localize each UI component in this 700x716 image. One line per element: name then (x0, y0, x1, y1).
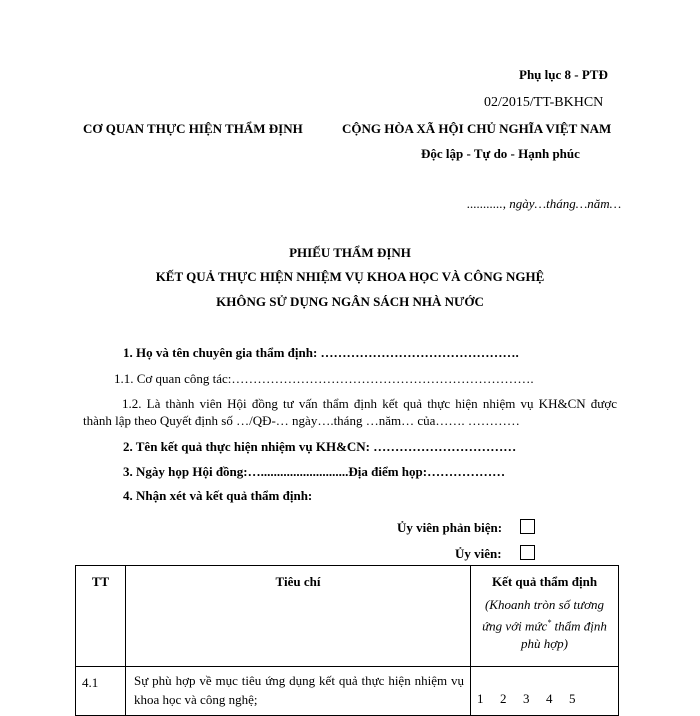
role-reviewer-label: Ủy viên phản biện: (397, 520, 503, 535)
header-result (471, 566, 619, 667)
criteria-table (75, 565, 619, 716)
role-reviewer-checkbox[interactable] (520, 519, 535, 534)
field-council-line2: thành lập theo Quyết định số …/QĐ-… ngày….tháng …năm… của……. ………… (83, 413, 520, 428)
role-member-checkbox[interactable] (520, 545, 535, 560)
date-line: ..........., ngày…tháng…năm… (467, 196, 622, 211)
field-agency: 1.1. Cơ quan công tác:……………………………………………………………. (114, 371, 534, 386)
circular-number: 02/2015/TT-BKHCN (484, 95, 604, 110)
score-option[interactable]: 4 (546, 691, 553, 706)
agency-name: CƠ QUAN THỰC HIỆN THẨM ĐỊNH (83, 121, 303, 136)
field-expert-name: 1. Họ và tên chuyên gia thẩm định: ………………………………………. (123, 345, 519, 360)
form-title: PHIẾU THẨM ĐỊNH (289, 245, 411, 260)
score-option[interactable]: 2 (500, 691, 507, 706)
appendix-label: Phụ lục 8 - PTĐ (519, 67, 608, 82)
field-comments: 4. Nhận xét và kết quả thẩm định: (123, 488, 313, 503)
header-result-title: Kết quả thẩm định (491, 574, 598, 589)
form-subtitle-2: KHÔNG SỬ DỤNG NGÂN SÁCH NHÀ NƯỚC (216, 294, 484, 309)
score-option[interactable]: 1 (477, 691, 484, 706)
field-council-line1: 1.2. Là thành viên Hội đồng tư vấn thẩm định kết quả thực hiện nhiệm vụ KH&CN được (122, 396, 617, 411)
country-name: CỘNG HÒA XÃ HỘI CHỦ NGHĨA VIỆT NAM (342, 121, 612, 136)
role-member-label: Ủy viên: (455, 546, 502, 561)
header-result-note: (Khoanh tròn số tương ứng với mức* thẩm định phù hợp) (482, 597, 607, 652)
motto: Độc lập - Tự do - Hạnh phúc (421, 146, 580, 161)
field-meeting: 3. Ngày họp Hội đồng:…...........................Địa điểm họp:……………… (123, 464, 506, 479)
row-scores (471, 667, 619, 716)
table-header-row (76, 566, 619, 667)
row-criteria-text: Sự phù hợp về mục tiêu ứng dụng kết quả thực hiện nhiệm vụ khoa học và công nghệ; (126, 667, 471, 716)
table-row (76, 667, 619, 716)
score-option[interactable]: 3 (523, 691, 530, 706)
score-option[interactable]: 5 (569, 691, 576, 706)
header-criteria: Tiêu chí (126, 566, 471, 667)
form-subtitle-1: KẾT QUẢ THỰC HIỆN NHIỆM VỤ KHOA HỌC VÀ CÔNG NGHỆ (155, 269, 545, 284)
row-number: 4.1 (76, 667, 126, 716)
header-tt: TT (76, 566, 126, 667)
field-task-name: 2. Tên kết quả thực hiện nhiệm vụ KH&CN: …………………………… (123, 439, 517, 454)
